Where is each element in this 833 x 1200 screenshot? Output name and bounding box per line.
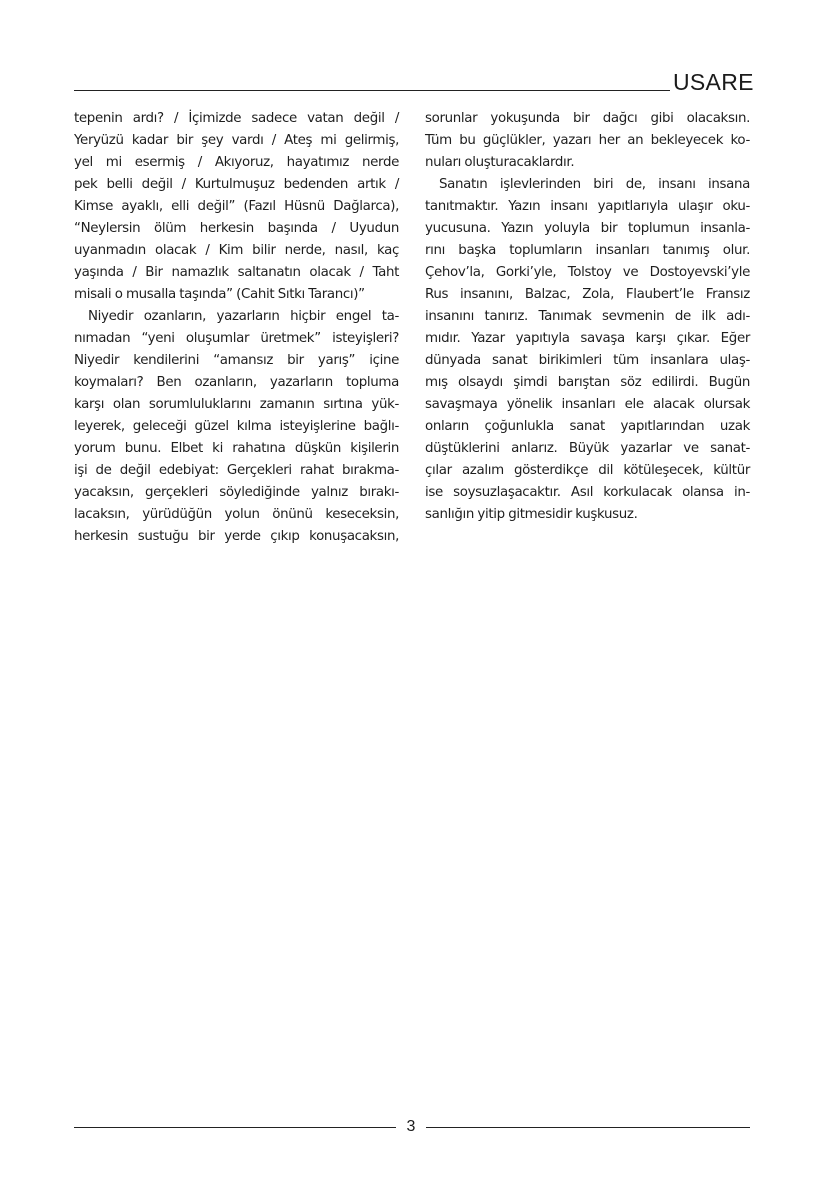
text-line: Sanatın işlevlerinden biri de, insanı insana: [439, 177, 750, 192]
text-line: koymaları? Ben ozanların, yazarların topluma: [74, 375, 399, 390]
text-line: onların çoğunlukla sanat yapıtlarından uzak: [425, 419, 750, 434]
running-header-title: USARE: [673, 69, 754, 95]
text-line: Niyedir kendilerini “amansız bir yarış” içine: [74, 353, 399, 368]
text-line: tepenin ardı? / İçimizde sadece vatan değil /: [74, 111, 399, 126]
text-line: sanlığın yitip gitmesidir kuşkusuz.: [425, 507, 638, 522]
text-line: dünyada sanat birikimleri tüm insanlara ulaş-: [425, 353, 750, 368]
text-line: herkesin sustuğu bir yerde çıkıp konuşacaksın,: [74, 529, 399, 544]
paragraph: [74, 108, 399, 306]
left-text-column: [74, 108, 399, 548]
text-line: misali o musalla taşında” (Cahit Sıtkı Tarancı)”: [74, 287, 365, 302]
paragraph: [74, 306, 399, 548]
text-line: yorum bunu. Elbet ki rahatına düşkün kişilerin: [74, 441, 399, 456]
text-line: nımadan “yeni oluşumlar üretmek” isteyişleri?: [74, 331, 399, 346]
text-line: karşı olan sorumluluklarını zamanın sırtına yük-: [74, 397, 399, 412]
text-line: yaşında / Bir namazlık saltanatın olacak / Taht: [74, 265, 399, 280]
text-line: pek belli değil / Kurtulmuşuz bedenden artık /: [74, 177, 399, 192]
text-line: sorunlar yokuşunda bir dağcı gibi olacaksın.: [425, 111, 750, 126]
text-line: ise soysuzlaşacaktır. Asıl korkulacak olansa in-: [425, 485, 750, 500]
text-line: mıdır. Yazar yapıtıyla savaşa karşı çıkar. Eğer: [425, 331, 750, 346]
text-line: uyanmadın olacak / Kim bilir nerde, nasıl, kaç: [74, 243, 399, 258]
text-line: mış olsaydı şimdi barıştan söz edilirdi. Bugün: [425, 375, 750, 390]
text-line: yel mi esermiş / Akıyoruz, hayatımız nerde: [74, 155, 399, 170]
text-line: işi de değil edebiyat: Gerçekleri rahat bırakma-: [74, 463, 399, 478]
text-line: Yeryüzü kadar bir şey vardı / Ateş mi gelirmiş,: [74, 133, 399, 148]
text-line: çılar azalım gösterdikçe dil kötüleşecek, kültür: [425, 463, 750, 478]
text-line: leyerek, geleceği güzel kılma isteyişlerine bağlı-: [74, 419, 399, 434]
text-line: yacaksın, gerçekleri söylediğinde yalnız bırakı-: [74, 485, 399, 500]
text-line: Rus insanını, Balzac, Zola, Flaubert’le Fransız: [425, 287, 750, 302]
text-line: “Neylersin ölüm herkesin başında / Uyudun: [74, 221, 399, 236]
text-line: insanını tanırız. Tanımak sevmenin de ilk adı-: [425, 309, 750, 324]
text-line: yucusuna. Yazın yoluyla bir toplumun insanla-: [425, 221, 750, 236]
text-line: Niyedir ozanların, yazarların hiçbir engel ta-: [88, 309, 399, 324]
text-line: Kimse ayaklı, elli değil” (Fazıl Hüsnü Dağlarca),: [74, 199, 399, 214]
right-text-column: [425, 108, 750, 526]
text-line: Çehov’la, Gorki’yle, Tolstoy ve Dostoyevski’yle: [425, 265, 750, 280]
paragraph: [425, 108, 750, 174]
page-number: 3: [406, 1118, 416, 1135]
text-line: lacaksın, yürüdüğün yolun önünü keseceksin,: [74, 507, 399, 522]
text-line: düştüklerini anlarız. Büyük yazarlar ve sanat-: [425, 441, 750, 456]
header-rule: [74, 90, 670, 91]
text-line: tanıtmaktır. Yazın insanı yapıtlarıyla ulaşır oku-: [425, 199, 750, 214]
text-line: rını başka toplumların insanları tanımış olur.: [425, 243, 750, 258]
text-line: Tüm bu güçlükler, yazarı her an bekleyecek ko-: [425, 133, 750, 148]
footer-rule-left: [74, 1127, 396, 1128]
text-line: savaşmaya yönelik insanları ele alacak olursak: [425, 397, 750, 412]
paragraph: [425, 174, 750, 526]
text-line: nuları oluşturacaklardır.: [425, 155, 575, 170]
footer-rule-right: [426, 1127, 750, 1128]
